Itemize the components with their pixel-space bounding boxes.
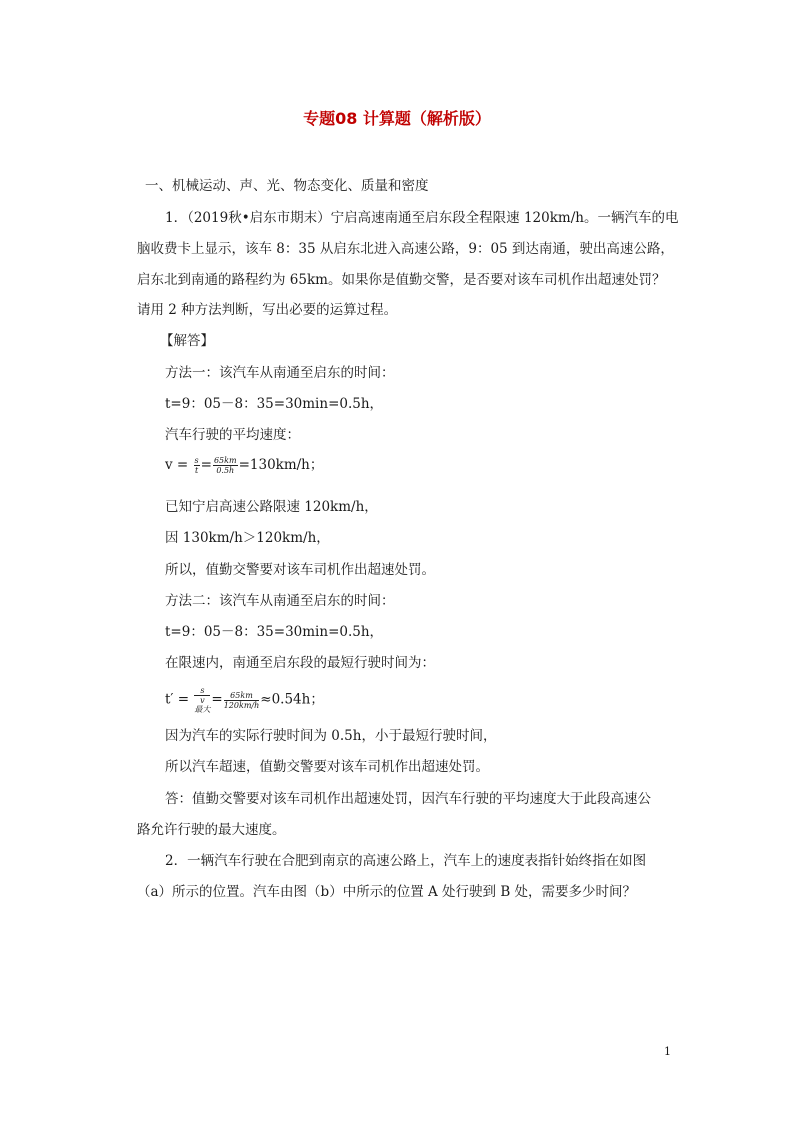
section-heading: 一、机械运动、声、光、物态变化、质量和密度 [145,178,429,194]
fraction-denominator: 0.5h [216,466,235,475]
method1-intro: 方法一：该汽车从南通至启东的时间： [165,365,395,381]
formula-equals: = [211,691,223,708]
q2-line-2: （a）所示的位置。汽车由图（b）中所示的位置 A 处行驶到 B 处，需要多少时间？ [137,884,637,900]
q2-line-1: 2．一辆汽车行驶在合肥到南京的高速公路上，汽车上的速度表指针始终指在如图 [165,853,647,869]
fraction-s-over-t [194,456,200,475]
method1-avg-speed-label: 汽车行驶的平均速度： [165,427,300,443]
method2-reason: 因为汽车的实际行驶时间为 0.5h，小于最短行驶时间， [165,728,497,744]
fraction-s-over-vmax [194,686,210,714]
fraction-denominator: 120km/h [223,700,260,710]
fraction-numerator: 65km [224,691,260,701]
fraction-denominator [194,696,210,714]
q1-line-3: 启东北到南通的路程约为 65km。如果你是值勤交警，是否要对该车司机作出超速处罚？ [137,272,666,288]
fraction-numerator: s [194,686,210,696]
method2-time-calc: t=9：05－8：35=30min=0.5h， [165,624,384,640]
formula-t-prefix: t′ = [165,691,190,708]
page-number: 1 [664,1045,671,1058]
formula-result: =130km/h； [238,457,324,473]
fraction-65km-over-120kmh [224,691,260,710]
page-title: 专题08 计算题（解析版） [303,109,491,128]
formula-v-prefix: v = [165,457,189,473]
method1-conclusion: 所以，值勤交警要对该车司机作出超速处罚。 [165,562,435,578]
subscript-max: 最大 [194,705,211,714]
final-answer-line-1: 答：值勤交警要对该车司机作出超速处罚，因汽车行驶的平均速度大于此段高速公 [165,791,651,807]
method1-compare: 因 130km/h＞120km/h， [165,530,330,546]
method1-limit: 已知宁启高速公路限速 120km/h， [165,499,378,515]
answer-label: 【解答】 [160,333,214,349]
method2-shortest-label: 在限速内，南通至启东段的最短行驶时间为： [165,655,435,671]
method2-intro: 方法二：该汽车从南通至启东的时间： [165,593,395,609]
formula-equals: = [200,457,212,473]
fraction-denominator-v: v [200,696,205,705]
q1-line-4: 请用 2 种方法判断，写出必要的运算过程。 [137,302,398,318]
final-answer-line-2: 路允许行驶的最大速度。 [137,822,286,838]
method1-speed-formula [165,456,323,475]
fraction-numerator: s [194,456,199,465]
method2-conclusion: 所以汽车超速，值勤交警要对该车司机作出超速处罚。 [165,759,489,775]
q1-line-1: 1．（2019秋•启东市期末）宁启高速南通至启东段全程限速 120km/h。一辆汽车的电 [165,210,679,226]
method2-time-formula [165,686,324,714]
formula-result: ≈0.54h； [260,691,324,708]
method1-time-calc: t=9：05－8：35=30min=0.5h， [165,396,384,412]
q1-line-2: 脑收费卡上显示，该车 8：35 从启东北进入高速公路，9：05 到达南通，驶出高速公路， [137,241,674,257]
fraction-65km-over-0.5h [213,456,238,475]
fraction-numerator: 65km [213,456,237,465]
fraction-denominator: t [194,466,199,475]
